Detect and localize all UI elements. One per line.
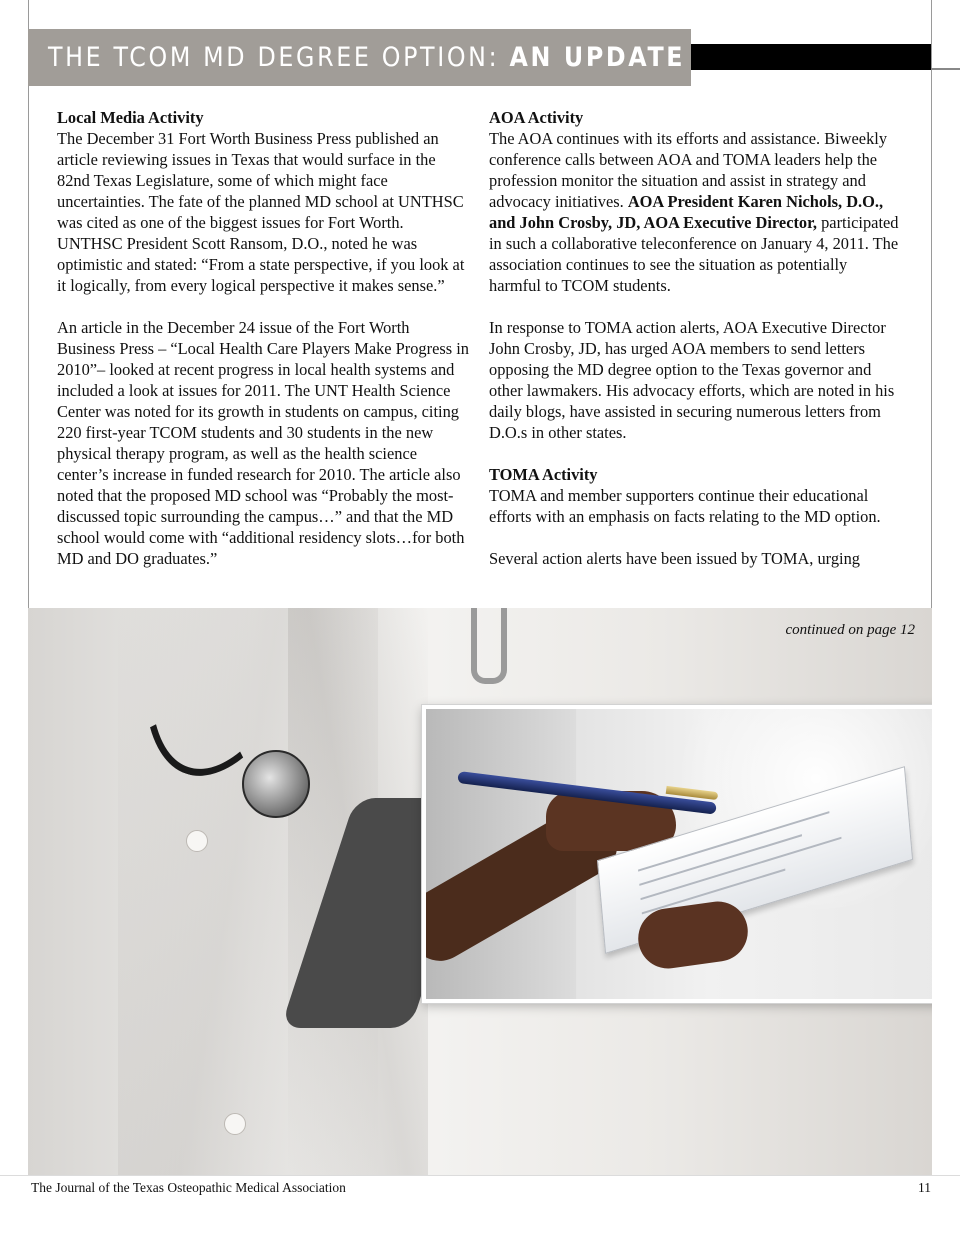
coat-button xyxy=(224,1113,246,1135)
header-band xyxy=(28,29,691,86)
aoa-paragraph-1-end: participated in such a collaborative teleconference on January 4, 2011. The association continues to see the situation as potentially harmful to TCOM students. xyxy=(489,213,899,295)
aoa-paragraph-1 xyxy=(489,128,901,296)
stethoscope-earpiece-tube xyxy=(471,608,507,684)
clipboard-line xyxy=(639,834,802,886)
footer-journal-title: The Journal of the Texas Osteopathic Medical Association xyxy=(31,1180,346,1195)
aoa-heading: AOA Activity xyxy=(489,108,584,127)
toma-paragraph-1: TOMA and member supporters continue their educational efforts with an emphasis on facts relating to the MD option. xyxy=(489,486,881,526)
header-black-bar xyxy=(691,44,931,70)
aoa-paragraph-1-start: The AOA continues with its efforts and assistance. Biweekly conference calls between AOA and TOMA leaders help the profession monitor the situation and assist in strategy and advocacy initiatives. xyxy=(489,129,888,211)
left-frame-line xyxy=(28,0,29,608)
aoa-paragraph-2: In response to TOMA action alerts, AOA Executive Director John Crosby, JD, has urged AOA members to send letters opposing the MD degree option to the Texas governor and other lawmakers. His advocacy efforts, which are noted in his daily blogs, have assisted in securing numerous letters from D.O.s in other states. xyxy=(489,318,895,442)
stethoscope-head-icon xyxy=(242,750,310,818)
local-media-paragraph-1: The December 31 Fort Worth Business Press published an article reviewing issues in Texas that would surface in the 82nd Texas Legislature, some of which might face uncertainties. The fate of the planned MD school at UNTHSC was cited as one of the biggest issues for Fort Worth. UNTHSC President Scott Ransom, D.O., noted he was optimistic and stated: “From a state perspective, if you look at it logically, from every logical perspective it makes sense.” xyxy=(57,129,465,295)
local-media-paragraph-2: An article in the December 24 issue of the Fort Worth Business Press – “Local Health Care Players Make Progress in 2010”– looked at recent progress in local health systems and included a look at issues for 2011. The UNT Health Science Center was noted for its growth in students on campus, citing 220 first-year TCOM students and 30 students in the new physical therapy program, as well as the health science center’s increase in funded research for 2010. The article also noted that the proposed MD school was “Probably the most-discussed topic surrounding the campus…” and that the MD school would come with “additional residency slots…for both MD and DO graduates.” xyxy=(57,318,469,568)
doctor-stethoscope-photo-icon xyxy=(28,608,932,1175)
right-column xyxy=(489,107,901,569)
aoa-paragraph-1-bold: AOA President Karen Nichols, D.O., and John Crosby, JD, AOA Executive Director, xyxy=(489,192,884,232)
coat-button xyxy=(186,830,208,852)
toma-paragraph-2: Several action alerts have been issued by TOMA, urging xyxy=(489,549,860,568)
title-bold: AN UPDATE xyxy=(509,42,686,73)
local-media-heading: Local Media Activity xyxy=(57,108,204,127)
continued-note: continued on page 12 xyxy=(785,622,915,638)
hands-pen-clipboard-photo-icon xyxy=(422,705,932,1003)
toma-heading: TOMA Activity xyxy=(489,465,598,484)
clipboard-line xyxy=(641,837,842,900)
page-number: 11 xyxy=(918,1180,931,1195)
page-title xyxy=(48,42,685,73)
footer-rule xyxy=(0,1175,960,1176)
title-regular: THE TCOM MD DEGREE OPTION: xyxy=(48,42,500,73)
header-rule xyxy=(931,68,960,70)
left-column xyxy=(57,107,469,569)
